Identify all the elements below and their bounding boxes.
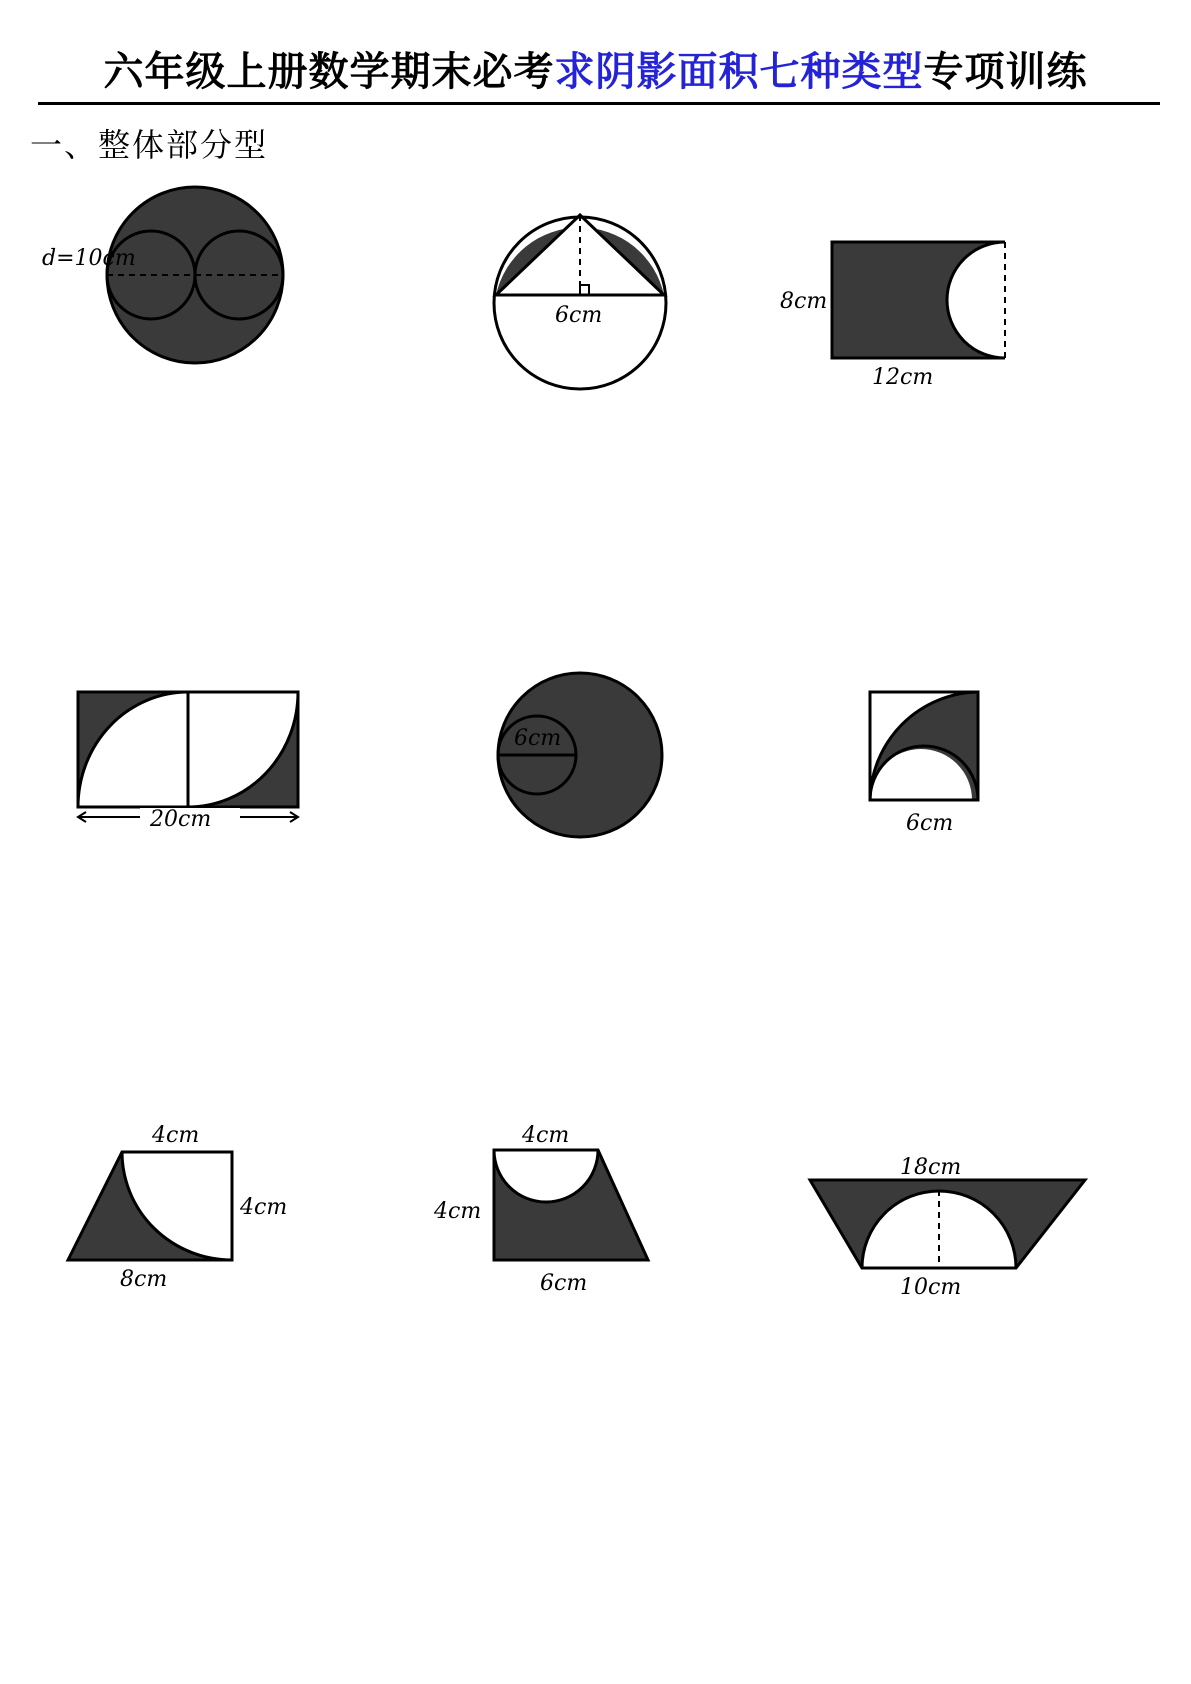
trapezoid-shaded xyxy=(494,1150,648,1260)
figure-7-right-label: 4cm xyxy=(240,1195,288,1220)
section-heading: 一、整体部分型 xyxy=(30,126,269,164)
figure-6-square-arcs xyxy=(860,680,1010,840)
figure-1-circle-two-holes xyxy=(40,180,300,380)
figure-4-two-squares-arcs xyxy=(70,680,330,840)
figure-9-top-label: 18cm xyxy=(900,1155,962,1180)
figure-8-bottom-label: 6cm xyxy=(540,1271,588,1296)
page-title xyxy=(0,40,1191,97)
figure-9-inverted-trapezoid-semicircle xyxy=(800,1150,1100,1320)
title-suffix: 专项训练 xyxy=(923,49,1088,95)
figure-7-trapezoid-quarter-circle xyxy=(60,1110,320,1290)
figure-3-rectangle-semicircle xyxy=(780,230,1040,390)
title-underline xyxy=(38,102,1160,105)
rectangle-shaded xyxy=(832,242,1005,358)
figure-2-circle-triangle xyxy=(480,195,680,395)
figure-5-label: 6cm xyxy=(514,726,562,751)
figure-7-top-label: 4cm xyxy=(152,1123,200,1148)
figure-9-bottom-label: 10cm xyxy=(900,1275,962,1300)
figure-2-label: 6cm xyxy=(555,303,603,328)
figure-7-bottom-label: 8cm xyxy=(120,1267,168,1292)
figure-6-label: 6cm xyxy=(906,811,954,836)
figure-3-side-label: 8cm xyxy=(780,289,828,314)
title-highlight: 求阴影面积七种类型 xyxy=(554,49,924,95)
figure-1-label: d=10cm xyxy=(42,246,136,271)
figure-4-label: 20cm xyxy=(150,807,212,832)
title-prefix: 六年级上册数学期末必考 xyxy=(103,49,555,95)
figure-8-top-label: 4cm xyxy=(522,1123,570,1148)
figure-5-circle-small-hole xyxy=(480,655,680,855)
figure-8-trapezoid-semicircle xyxy=(430,1120,690,1300)
figure-8-left-label: 4cm xyxy=(434,1199,482,1224)
figure-3-bottom-label: 12cm xyxy=(872,365,934,390)
